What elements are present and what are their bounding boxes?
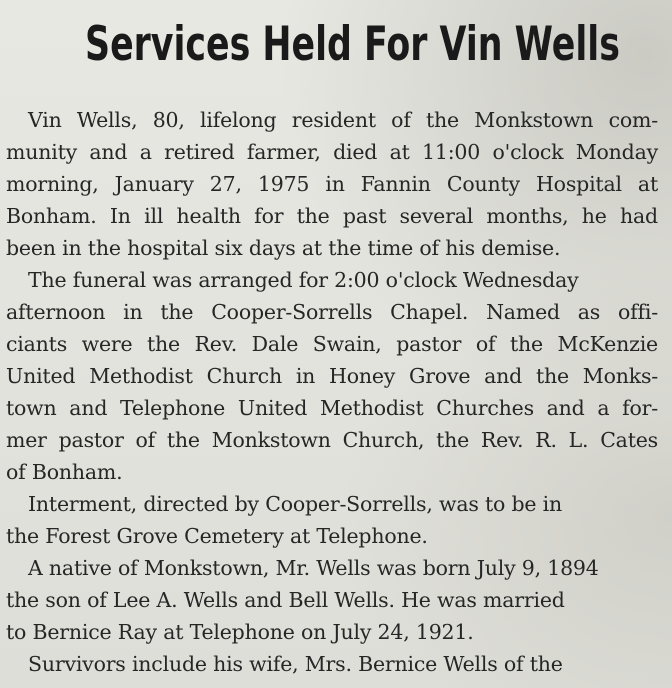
article-line: morning, January 27, 1975 in Fannin County Hospital at	[6, 172, 658, 196]
article-line: Bonham. In ill health for the past several months, he had	[6, 204, 658, 228]
article-line: mer pastor of the Monkstown Church, the Rev. R. L. Cates	[6, 428, 658, 452]
article-line: the son of Lee A. Wells and Bell Wells. He was married	[6, 588, 565, 612]
article-line: been in the hospital six days at the time of his demise.	[6, 236, 561, 260]
article-body	[6, 104, 658, 680]
article-line: of Bonham.	[6, 460, 123, 484]
article-line: ciants were the Rev. Dale Swain, pastor of the McKenzie	[6, 332, 658, 356]
article-line: the Forest Grove Cemetery at Telephone.	[6, 524, 428, 548]
article-line: afternoon in the Cooper-Sorrells Chapel. Named as offi-	[6, 300, 658, 324]
headline: Services Held For Vin Wells	[85, 17, 620, 72]
article-line: The funeral was arranged for 2:00 o'clock Wednesday	[28, 268, 579, 292]
article-line: town and Telephone United Methodist Churches and a for-	[6, 396, 658, 420]
article-line: A native of Monkstown, Mr. Wells was born July 9, 1894	[28, 556, 599, 580]
article-line: Survivors include his wife, Mrs. Bernice Wells of the	[28, 652, 563, 676]
article-line: Vin Wells, 80, lifelong resident of the Monkstown com-	[28, 108, 658, 132]
article-line: United Methodist Church in Honey Grove and the Monks-	[6, 364, 658, 388]
article-line: munity and a retired farmer, died at 11:00 o'clock Monday	[6, 140, 658, 164]
article-line: to Bernice Ray at Telephone on July 24, 1921.	[6, 620, 474, 644]
article-line: Interment, directed by Cooper-Sorrells, was to be in	[28, 492, 563, 516]
